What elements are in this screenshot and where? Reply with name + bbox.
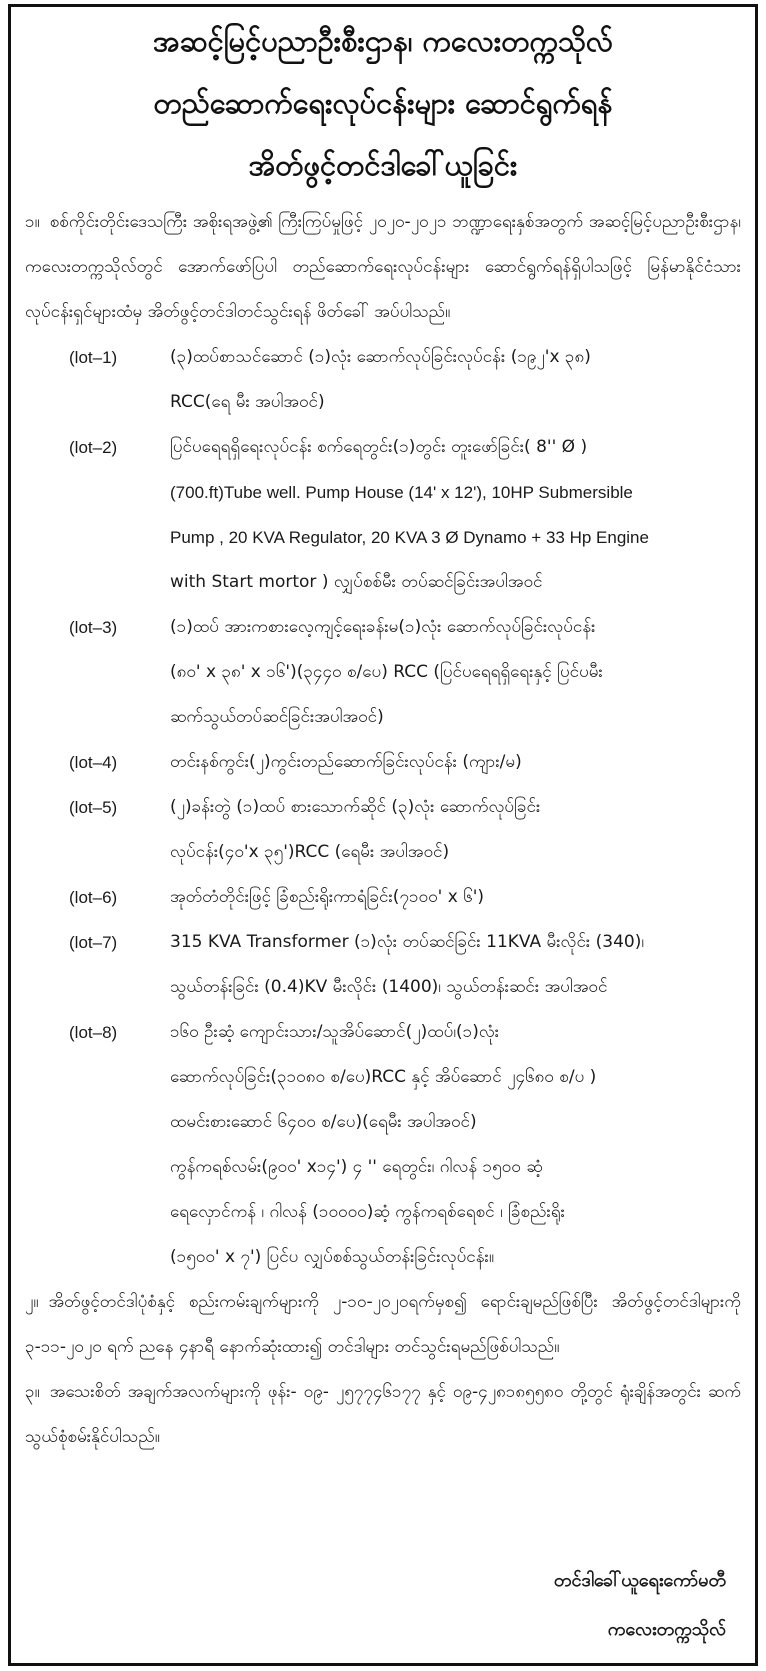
lot-line: ဆက်သွယ်တပ်ဆင်ခြင်းအပါအဝင်) [170,707,384,727]
lot-line: ပြင်ပရေရရှိရေးလုပ်ငန်း စက်ရေတွင်း(၁)တွင်း တူးဖော်ခြင်း( 8'' Ø ) [170,437,588,457]
lot-line: (700.ft)Tube well. Pump House (14' x 12'), 10HP Submersible [170,483,633,502]
lot-line: Pump , 20 KVA Regulator, 20 KVA 3 Ø Dynamo + 33 Hp Engine [170,528,649,547]
title-line-3: အိတ်ဖွင့်တင်ဒါခေါ်ယူခြင်း [248,148,518,182]
lot-tag: (lot–6) [69,888,118,907]
lot-description [170,785,741,875]
lot-line: ၁၆၀ ဦးဆံ့ ကျောင်းသား/သူအိပ်ဆောင်(၂)ထပ်၊(၁)လုံး [170,1022,500,1042]
lot-line: (၂)ခန်းတွဲ (၁)ထပ် စားသောက်ဆိုင် (၃)လုံး ဆောက်လုပ်ခြင်း [170,797,541,817]
lot-line: RCC(ရေ မီး အပါအဝင်) [170,392,325,412]
title-line-1: အဆင့်မြင့်ပညာဦးစီးဌာန၊ ကလေးတက္ကသိုလ် [152,24,614,58]
lot-tag: (lot–7) [69,933,118,952]
lot-item [25,425,741,605]
lot-item [25,335,741,425]
lot-line: ကွန်ကရစ်လမ်း(၉၀၀' x၁၄') ၄ '' ရေတွင်း၊ ဂါလန် ၁၅၀၀ ဆံ့ [170,1157,543,1177]
paragraph-1 [25,200,741,335]
lot-tag: (lot–4) [69,753,118,772]
lot-description [170,605,741,740]
lot-tag: (lot–8) [69,1023,118,1042]
notice-title [0,10,766,196]
paragraph-text: အသေးစိတ် အချက်အလက်များကို ဖုန်း- ၀၉- ၂၅၇၇၄၆၁၇၇ နှင့် ၀၉-၄၂၈၁၈၅၅၈၀ တို့တွင် ရုံးချိန်အတွင်း ဆက်သွယ်စုံစမ်းနိုင်ပါသည်။ [25,1382,741,1447]
lot-line: တင်းနစ်ကွင်း(၂)ကွင်းတည်ဆောက်ခြင်းလုပ်ငန်း (ကျား/မ) [170,752,522,772]
lot-line: ဆောက်လုပ်ခြင်း(၃၁၀၈၀ စ/ပေ)RCC နှင့် အိပ်ဆောင် ၂၄၆၈၀ စ/ပ ) [170,1067,597,1087]
lot-tag: (lot–1) [69,348,118,367]
paragraph-2 [25,1280,741,1370]
lot-tag: (lot–3) [69,618,118,637]
lot-line: လုပ်ငန်း(၄၀'x ၃၅')RCC (ရေမီး အပါအဝင်) [170,842,450,862]
lot-item [25,1010,741,1280]
lot-description [170,920,741,1010]
lot-description [170,335,741,425]
lot-line: (၁)ထပ် အားကစားလေ့ကျင့်ရေးခန်းမ(၁)လုံး ဆောက်လုပ်ခြင်းလုပ်ငန်း [170,617,596,637]
lot-item [25,605,741,740]
lot-line: with Start mortor ) လျှပ်စစ်မီး တပ်ဆင်ခြင်းအပါအဝင် [170,572,543,592]
paragraph-number: ၂။ [25,1292,39,1312]
lot-line: ရေလှောင်ကန် ၊ ဂါလန် (၁၀၀၀၀)ဆံ့ ကွန်ကရစ်ရေစင် ၊ ခြံစည်းရိုး [170,1202,565,1222]
lot-description [170,1010,741,1280]
lot-line: (၈၀' x ၃၈' x ၁၆')(၃၄၄၀ စ/ပေ) RCC (ပြင်ပရေရရှိရေးနှင့် ပြင်ပမီး [170,662,603,682]
lot-line: ထမင်းစားဆောင် ၆၄၀၀ စ/ပေ)(ရေမီး အပါအဝင်) [170,1112,477,1132]
lot-item [25,740,741,785]
signature-committee: တင်ဒါခေါ်ယူရေးကော်မတီ [553,1570,726,1591]
paragraph-3 [25,1370,741,1460]
lot-tag: (lot–5) [69,798,118,817]
lot-line: (၃)ထပ်စာသင်ဆောင် (၁)လုံး ဆောက်လုပ်ခြင်းလုပ်ငန်း (၁၉၂'x ၃၈) [170,347,591,367]
notice-body [25,200,741,1460]
lot-line: 315 KVA Transformer (၁)လုံး တပ်ဆင်ခြင်း 11KVA မီးလိုင်း (340)၊ [170,932,645,952]
lot-description [170,740,741,785]
paragraph-text: စစ်ကိုင်းတိုင်းဒေသကြီး အစိုးရအဖွဲ့၏ ကြီးကြပ်မှုဖြင့် ၂၀၂၀-၂၀၂၁ ဘဏ္ဍာရေးနှစ်အတွက် အဆင့်မြင့်ပညာဦးစီးဌာန၊ ကလေးတက္ကသိုလ်တွင် အောက်ဖော်ပြပါ တည်ဆောက်ရေးလုပ်ငန်းများ ဆောင်ရွက်ရန်ရှိပါသဖြင့် မြန်မာနိုင်ငံသားလုပ်ငန်းရှင်များထံမှ အိတ်ဖွင့်တင်ဒါတင်သွင်းရန် ဖိတ်ခေါ် အပ်ပါသည်။ [25,212,741,322]
lot-line: အုတ်တံတိုင်းဖြင့် ခြံစည်းရိုးကာရံခြင်း(၇၁၀၀' x ၆') [170,887,485,907]
paragraph-number: ၁။ [25,212,40,232]
lot-tag: (lot–2) [69,438,118,457]
lot-item [25,920,741,1010]
lot-item [25,785,741,875]
paragraph-text: အိတ်ဖွင့်တင်ဒါပုံစံနှင့် စည်းကမ်းချက်များကို ၂-၁၀-၂၀၂၀ရက်မှစ၍ ရောင်းချမည်ဖြစ်ပြီး အိတ်ဖွင့်တင်ဒါများကို ၃-၁၁-၂၀၂၀ ရက် ညနေ ၄နာရီ နောက်ဆုံးထား၍ တင်ဒါများ တင်သွင်းရမည်ဖြစ်ပါသည်။ [25,1292,741,1357]
lot-line: သွယ်တန်းခြင်း (0.4)KV မီးလိုင်း (1400)၊ သွယ်တန်းဆင်း အပါအဝင် [170,977,608,997]
lot-description [170,875,741,920]
lot-description [170,425,741,605]
title-line-2: တည်ဆောက်ရေးလုပ်ငန်းများ ဆောင်ရွက်ရန် [153,86,613,120]
paragraph-number: ၃။ [25,1382,40,1402]
lot-item [25,875,741,920]
signature-university: ကလေးတက္ကသိုလ် [607,1619,726,1640]
lot-line: (၁၅၀၀' x ၇') ပြင်ပ လျှပ်စစ်သွယ်တန်းခြင်းလုပ်ငန်း။ [170,1247,494,1267]
